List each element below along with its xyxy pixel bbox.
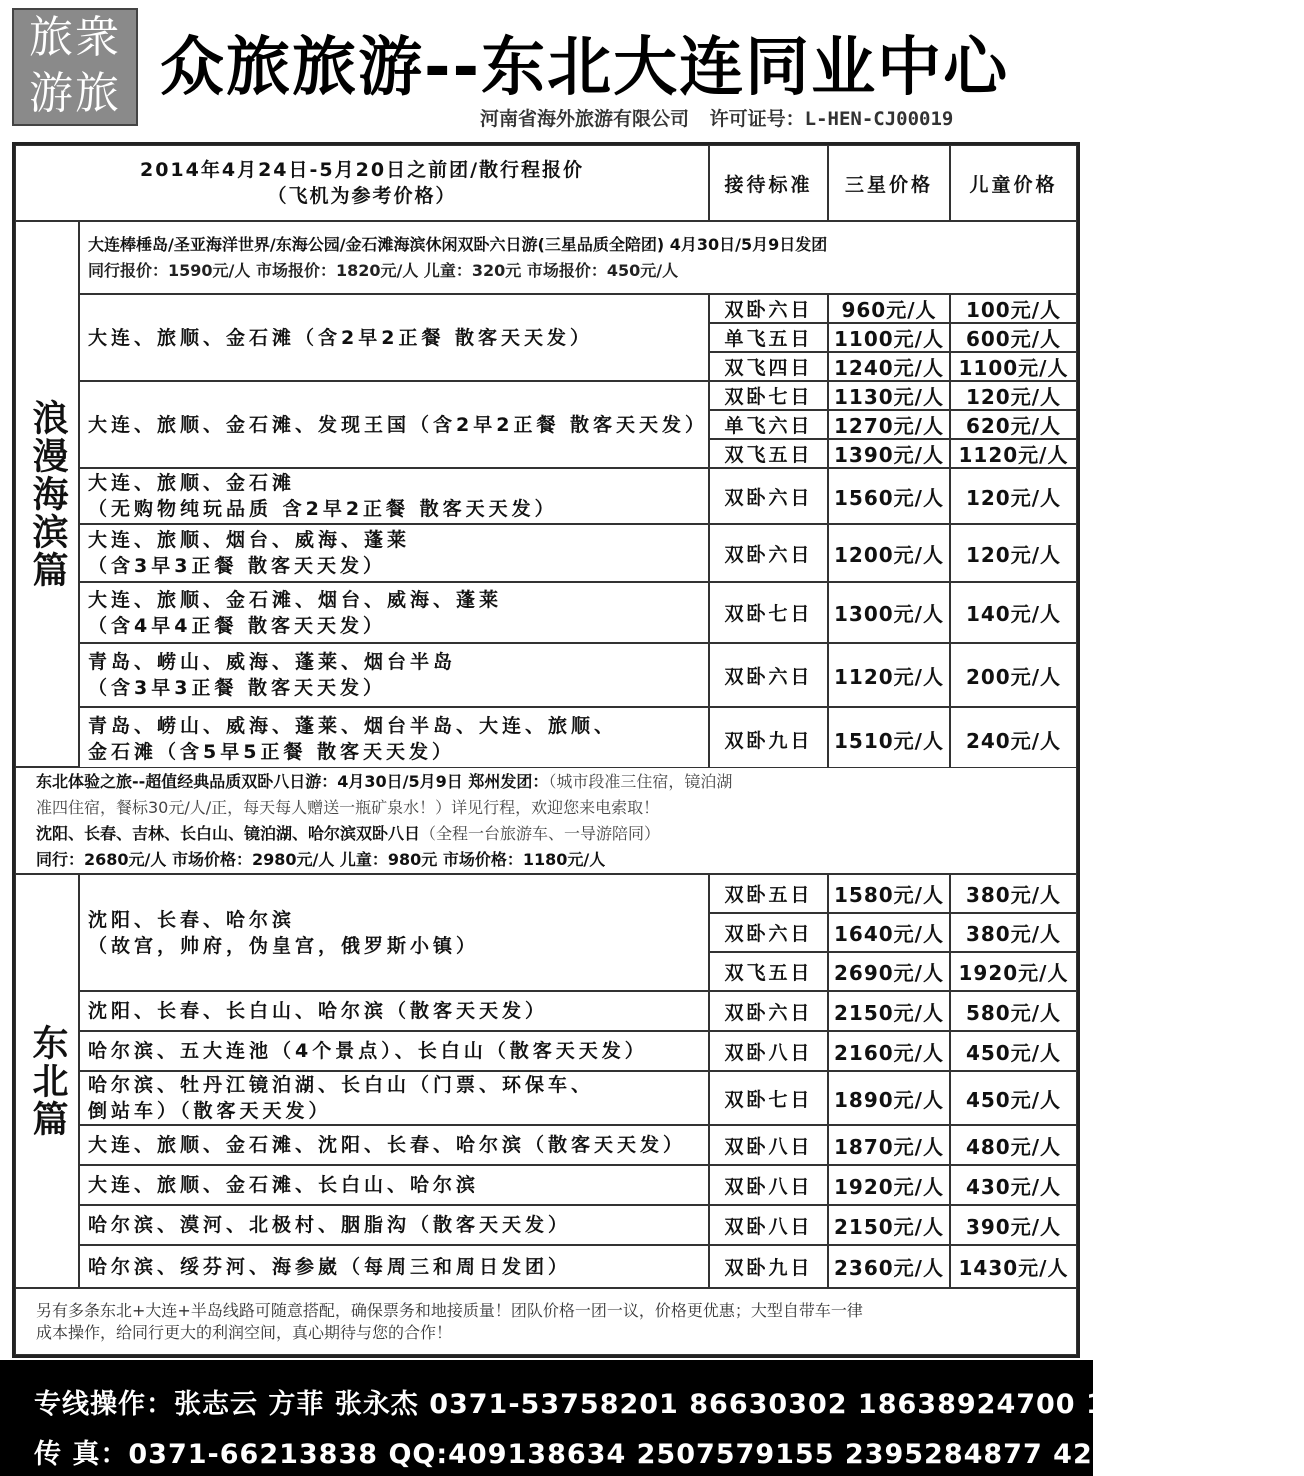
section2-price bbox=[828, 1205, 950, 1245]
section1-price bbox=[828, 707, 950, 771]
section1-price bbox=[828, 439, 950, 468]
section1-standard-text: 双飞五日 bbox=[724, 444, 813, 466]
section1-route-text: 大连、旅顺、金石滩、烟台、威海、蓬莱 （含4早4正餐 散客天天发） bbox=[88, 588, 503, 637]
section1-price bbox=[828, 381, 950, 410]
section2-route-text: 哈尔滨、牡丹江镜泊湖、长白山（门票、环保车、 倒站车）（散客天天发） bbox=[88, 1074, 595, 1122]
section2-child-price-text: 430元/人 bbox=[965, 1174, 1062, 1199]
section-label-cell bbox=[15, 874, 79, 1288]
section2-route bbox=[79, 1125, 709, 1165]
section2-child-price bbox=[950, 991, 1077, 1031]
section-label-seaside: 浪漫海滨篇 bbox=[27, 399, 68, 589]
contact-line-fax-qq: 传 真：0371-66213838 QQ:409138634 2507579155 2395284877 422042337 bbox=[34, 1439, 1232, 1470]
section1-price bbox=[828, 323, 950, 352]
logo-text-bottom: 游旅 bbox=[29, 68, 121, 119]
section2-standard bbox=[709, 952, 828, 991]
column-standard-header-text: 接待标准 bbox=[724, 173, 813, 196]
section1-standard bbox=[709, 524, 828, 582]
section2-price bbox=[828, 952, 950, 991]
company-logo bbox=[12, 8, 138, 126]
northeast-promo bbox=[15, 767, 1077, 874]
section1-price-text: 1390元/人 bbox=[834, 443, 944, 467]
section1-child-price bbox=[950, 294, 1077, 323]
section1-child-price-text: 240元/人 bbox=[965, 728, 1062, 753]
section1-standard bbox=[709, 381, 828, 410]
section2-route-text: 哈尔滨、漠河、北极村、胭脂沟（散客天天发） bbox=[88, 1214, 572, 1236]
northeast-promo-note: （城市段准三住宿，镜泊湖 bbox=[548, 771, 733, 791]
license-number: 许可证号：L-HEN-CJ00019 bbox=[709, 108, 954, 130]
section1-child-price bbox=[950, 524, 1077, 582]
section2-price-text: 1920元/人 bbox=[834, 1174, 944, 1199]
section2-child-price-text: 580元/人 bbox=[965, 1000, 1062, 1025]
section1-standard bbox=[709, 352, 828, 381]
section2-standard bbox=[709, 991, 828, 1031]
section2-route-text: 哈尔滨、绥芬河、海参崴（每周三和周日发团） bbox=[88, 1255, 572, 1278]
section1-child-price-text: 120元/人 bbox=[965, 485, 1062, 510]
section1-price-text: 1100元/人 bbox=[834, 327, 944, 351]
section1-child-price-text: 1120元/人 bbox=[958, 443, 1069, 467]
period-text: 2014年4月24日-5月20日之前团/散行程报价 bbox=[139, 159, 585, 181]
section2-standard bbox=[709, 913, 828, 952]
section2-route bbox=[79, 1245, 709, 1288]
section2-standard-text: 双飞五日 bbox=[724, 962, 813, 984]
section2-child-price bbox=[950, 952, 1077, 991]
section1-price-text: 1560元/人 bbox=[834, 485, 944, 510]
section2-route-text: 大连、旅顺、金石滩、沈阳、长春、哈尔滨（散客天天发） bbox=[88, 1134, 687, 1156]
seaside-promo-title: 大连棒棰岛/圣亚海洋世界/东海公园/金石滩海滨休闲双卧六日游(三星品质全陪团) 4月30日/5月9日发团 bbox=[88, 234, 828, 254]
column-standard-header bbox=[709, 145, 828, 221]
section1-price bbox=[828, 352, 950, 381]
section2-price bbox=[828, 991, 950, 1031]
section1-route-text: 大连、旅顺、金石滩 （无购物纯玩品质 含2早2正餐 散客天天发） bbox=[88, 472, 558, 520]
section2-child-price bbox=[950, 1125, 1077, 1165]
section2-route bbox=[79, 1071, 709, 1125]
section2-price-text: 2150元/人 bbox=[834, 1214, 944, 1239]
section2-child-price bbox=[950, 1205, 1077, 1245]
section1-route bbox=[79, 381, 709, 468]
section1-route bbox=[79, 643, 709, 707]
northeast-promo-title: 东北体验之旅--超值经典品质双卧八日游：4月30日/5月9日 郑州发团： bbox=[36, 771, 549, 791]
period-header-cell bbox=[15, 145, 709, 221]
section1-standard-text: 单飞五日 bbox=[724, 328, 813, 350]
section1-price-text: 1300元/人 bbox=[834, 602, 944, 626]
section2-child-price bbox=[950, 1071, 1077, 1125]
period-note: （飞机为参考价格） bbox=[267, 185, 457, 207]
section2-price bbox=[828, 1125, 950, 1165]
section2-standard bbox=[709, 1125, 828, 1165]
section1-price-text: 1510元/人 bbox=[834, 728, 944, 753]
section1-child-price-text: 200元/人 bbox=[965, 664, 1062, 689]
section1-child-price-text: 140元/人 bbox=[965, 602, 1062, 626]
section2-child-price-text: 480元/人 bbox=[965, 1134, 1062, 1159]
section1-child-price bbox=[950, 707, 1077, 771]
section2-price-text: 1640元/人 bbox=[834, 922, 944, 946]
section1-standard-text: 双卧七日 bbox=[724, 386, 813, 408]
section2-route-text: 大连、旅顺、金石滩、长白山、哈尔滨 bbox=[88, 1174, 480, 1196]
section1-standard-text: 双卧九日 bbox=[724, 729, 813, 752]
section2-route bbox=[79, 991, 709, 1031]
section1-price bbox=[828, 294, 950, 323]
section2-standard bbox=[709, 1245, 828, 1288]
company-line bbox=[480, 104, 953, 131]
section2-child-price bbox=[950, 913, 1077, 952]
section2-standard-text: 双卧五日 bbox=[724, 884, 813, 906]
section1-child-price-text: 120元/人 bbox=[965, 542, 1062, 567]
section1-price-text: 1240元/人 bbox=[834, 356, 944, 380]
section1-price-text: 960元/人 bbox=[841, 298, 937, 322]
column-price-header-text: 三星价格 bbox=[844, 173, 933, 196]
section2-route-text: 沈阳、长春、哈尔滨 （故宫，帅府，伪皇宫，俄罗斯小镇） bbox=[88, 908, 480, 957]
section2-standard bbox=[709, 1031, 828, 1071]
section2-price-text: 2360元/人 bbox=[834, 1256, 944, 1280]
seaside-promo-prices: 同行报价：1590元/人 市场报价：1820元/人 儿童：320元 市场报价：450元/人 bbox=[88, 260, 679, 280]
section1-standard bbox=[709, 294, 828, 323]
section1-child-price-text: 1100元/人 bbox=[958, 356, 1069, 380]
contact-footer bbox=[0, 1360, 1304, 1476]
section1-child-price-text: 620元/人 bbox=[965, 414, 1062, 438]
section2-standard-text: 双卧六日 bbox=[724, 1001, 813, 1024]
section1-standard bbox=[709, 643, 828, 707]
section1-route bbox=[79, 582, 709, 643]
section1-route bbox=[79, 524, 709, 582]
section1-child-price bbox=[950, 323, 1077, 352]
section2-price bbox=[828, 1245, 950, 1288]
section2-route bbox=[79, 1165, 709, 1205]
section1-price bbox=[828, 410, 950, 439]
section1-standard bbox=[709, 439, 828, 468]
section2-child-price-text: 390元/人 bbox=[965, 1214, 1062, 1239]
section2-child-price-text: 450元/人 bbox=[965, 1087, 1062, 1112]
section2-standard-text: 双卧六日 bbox=[724, 923, 813, 945]
section1-price-text: 1120元/人 bbox=[834, 664, 944, 689]
section2-price-text: 2150元/人 bbox=[834, 1000, 944, 1025]
section2-standard-text: 双卧七日 bbox=[724, 1088, 813, 1111]
section1-standard-text: 双卧六日 bbox=[724, 299, 813, 321]
section2-price-text: 2690元/人 bbox=[834, 961, 944, 985]
section1-child-price-text: 600元/人 bbox=[965, 327, 1062, 351]
section1-price bbox=[828, 468, 950, 524]
logo-text-top: 旅衆 bbox=[29, 12, 121, 63]
section2-standard bbox=[709, 1165, 828, 1205]
section2-standard bbox=[709, 1205, 828, 1245]
section2-child-price bbox=[950, 1245, 1077, 1288]
section1-price bbox=[828, 643, 950, 707]
section1-route-text: 大连、旅顺、金石滩（含2早2正餐 散客天天发） bbox=[88, 326, 594, 349]
section2-child-price bbox=[950, 874, 1077, 913]
section2-child-price-text: 380元/人 bbox=[965, 922, 1062, 946]
section2-price bbox=[828, 1071, 950, 1125]
section2-standard bbox=[709, 874, 828, 913]
section1-child-price bbox=[950, 643, 1077, 707]
section2-price-text: 1580元/人 bbox=[834, 883, 944, 907]
price-table bbox=[12, 142, 1080, 1358]
section2-price bbox=[828, 1165, 950, 1205]
section1-route-text: 青岛、崂山、威海、蓬莱、烟台半岛、大连、旅顺、 金石滩（含5早5正餐 散客天天发） bbox=[88, 715, 618, 763]
section1-standard-text: 双卧六日 bbox=[724, 486, 813, 509]
section1-route bbox=[79, 468, 709, 524]
company-name: 河南省海外旅游有限公司 bbox=[480, 108, 690, 130]
section1-route-text: 大连、旅顺、烟台、威海、蓬莱 （含3早3正餐 散客天天发） bbox=[88, 529, 411, 577]
section2-price-text: 2160元/人 bbox=[834, 1040, 944, 1065]
section2-price-text: 1890元/人 bbox=[834, 1087, 944, 1112]
section2-child-price-text: 380元/人 bbox=[965, 883, 1062, 907]
section1-route-text: 大连、旅顺、金石滩、发现王国（含2早2正餐 散客天天发） bbox=[88, 413, 709, 436]
section2-route bbox=[79, 874, 709, 991]
section1-child-price bbox=[950, 582, 1077, 643]
section1-child-price bbox=[950, 352, 1077, 381]
seaside-promo bbox=[79, 221, 1077, 294]
page-title: 众旅旅游--东北大连同业中心 bbox=[160, 31, 1010, 105]
section2-price bbox=[828, 1031, 950, 1071]
section2-price bbox=[828, 874, 950, 913]
section1-standard bbox=[709, 582, 828, 643]
section1-child-price bbox=[950, 410, 1077, 439]
section1-child-price-text: 120元/人 bbox=[965, 385, 1062, 409]
section1-price-text: 1270元/人 bbox=[834, 414, 944, 438]
section2-child-price bbox=[950, 1031, 1077, 1071]
section2-route-text: 哈尔滨、五大连池（4个景点）、长白山（散客天天发） bbox=[88, 1040, 648, 1062]
section1-price bbox=[828, 524, 950, 582]
section1-standard-text: 双卧七日 bbox=[724, 603, 813, 625]
notice-line-1: 另有多条东北+大连+半岛线路可随意搭配，确保票务和地接质量！团队价格一团一议，价格更优惠；大型自带车一律 bbox=[36, 1300, 863, 1320]
section2-price-text: 1870元/人 bbox=[834, 1134, 944, 1159]
section-label-cell bbox=[15, 221, 79, 767]
section2-route bbox=[79, 1031, 709, 1071]
section1-standard bbox=[709, 410, 828, 439]
column-child-header bbox=[950, 145, 1077, 221]
section2-standard-text: 双卧八日 bbox=[724, 1175, 813, 1198]
header bbox=[0, 0, 1093, 136]
section2-standard bbox=[709, 1071, 828, 1125]
section1-route bbox=[79, 707, 709, 771]
northeast-promo-route-note: （全程一台旅游车、一导游陪同） bbox=[420, 823, 661, 843]
section2-child-price bbox=[950, 1165, 1077, 1205]
section1-child-price bbox=[950, 468, 1077, 524]
section1-standard bbox=[709, 323, 828, 352]
section2-price bbox=[828, 913, 950, 952]
section1-standard-text: 单飞六日 bbox=[724, 415, 813, 437]
section1-child-price bbox=[950, 381, 1077, 410]
section2-child-price-text: 1920元/人 bbox=[958, 961, 1069, 985]
section2-route-text: 沈阳、长春、长白山、哈尔滨（散客天天发） bbox=[88, 1000, 549, 1022]
notice-box bbox=[15, 1288, 1077, 1355]
section2-standard-text: 双卧八日 bbox=[724, 1215, 813, 1238]
section1-child-price-text: 100元/人 bbox=[965, 298, 1062, 322]
column-price-header bbox=[828, 145, 950, 221]
notice-line-2: 成本操作，给同行更大的利润空间，真心期待与您的合作！ bbox=[36, 1322, 453, 1342]
section1-standard bbox=[709, 468, 828, 524]
section2-route bbox=[79, 1205, 709, 1245]
section1-route bbox=[79, 294, 709, 381]
northeast-promo-route: 沈阳、长春、吉林、长白山、镜泊湖、哈尔滨双卧八日 bbox=[36, 823, 421, 843]
section2-standard-text: 双卧八日 bbox=[724, 1041, 813, 1064]
northeast-promo-prices: 同行：2680元/人 市场价格：2980元/人 儿童：980元 市场价格：1180元/人 bbox=[36, 849, 606, 869]
section1-standard-text: 双飞四日 bbox=[724, 357, 813, 379]
section1-standard-text: 双卧六日 bbox=[724, 543, 813, 566]
section2-child-price-text: 1430元/人 bbox=[958, 1256, 1069, 1280]
contact-line-operators: 专线操作：张志云 方菲 张永杰 0371-53758201 86630302 18638924700 13043710256 bbox=[34, 1389, 1304, 1420]
section1-price-text: 1130元/人 bbox=[834, 385, 944, 409]
section2-standard-text: 双卧八日 bbox=[724, 1135, 813, 1158]
section1-price-text: 1200元/人 bbox=[834, 542, 944, 567]
section1-standard-text: 双卧六日 bbox=[724, 665, 813, 688]
section1-price bbox=[828, 582, 950, 643]
northeast-promo-detail: 准四住宿，餐标30元/人/正，每天每人赠送一瓶矿泉水！）详见行程，欢迎您来电索取！ bbox=[36, 797, 660, 817]
section2-child-price-text: 450元/人 bbox=[965, 1040, 1062, 1065]
section-label-northeast: 东北篇 bbox=[27, 1024, 68, 1138]
column-child-header-text: 儿童价格 bbox=[969, 173, 1058, 196]
section2-standard-text: 双卧九日 bbox=[724, 1257, 813, 1279]
section1-standard bbox=[709, 707, 828, 771]
section1-route-text: 青岛、崂山、威海、蓬莱、烟台半岛 （含3早3正餐 散客天天发） bbox=[88, 651, 457, 699]
section1-child-price bbox=[950, 439, 1077, 468]
